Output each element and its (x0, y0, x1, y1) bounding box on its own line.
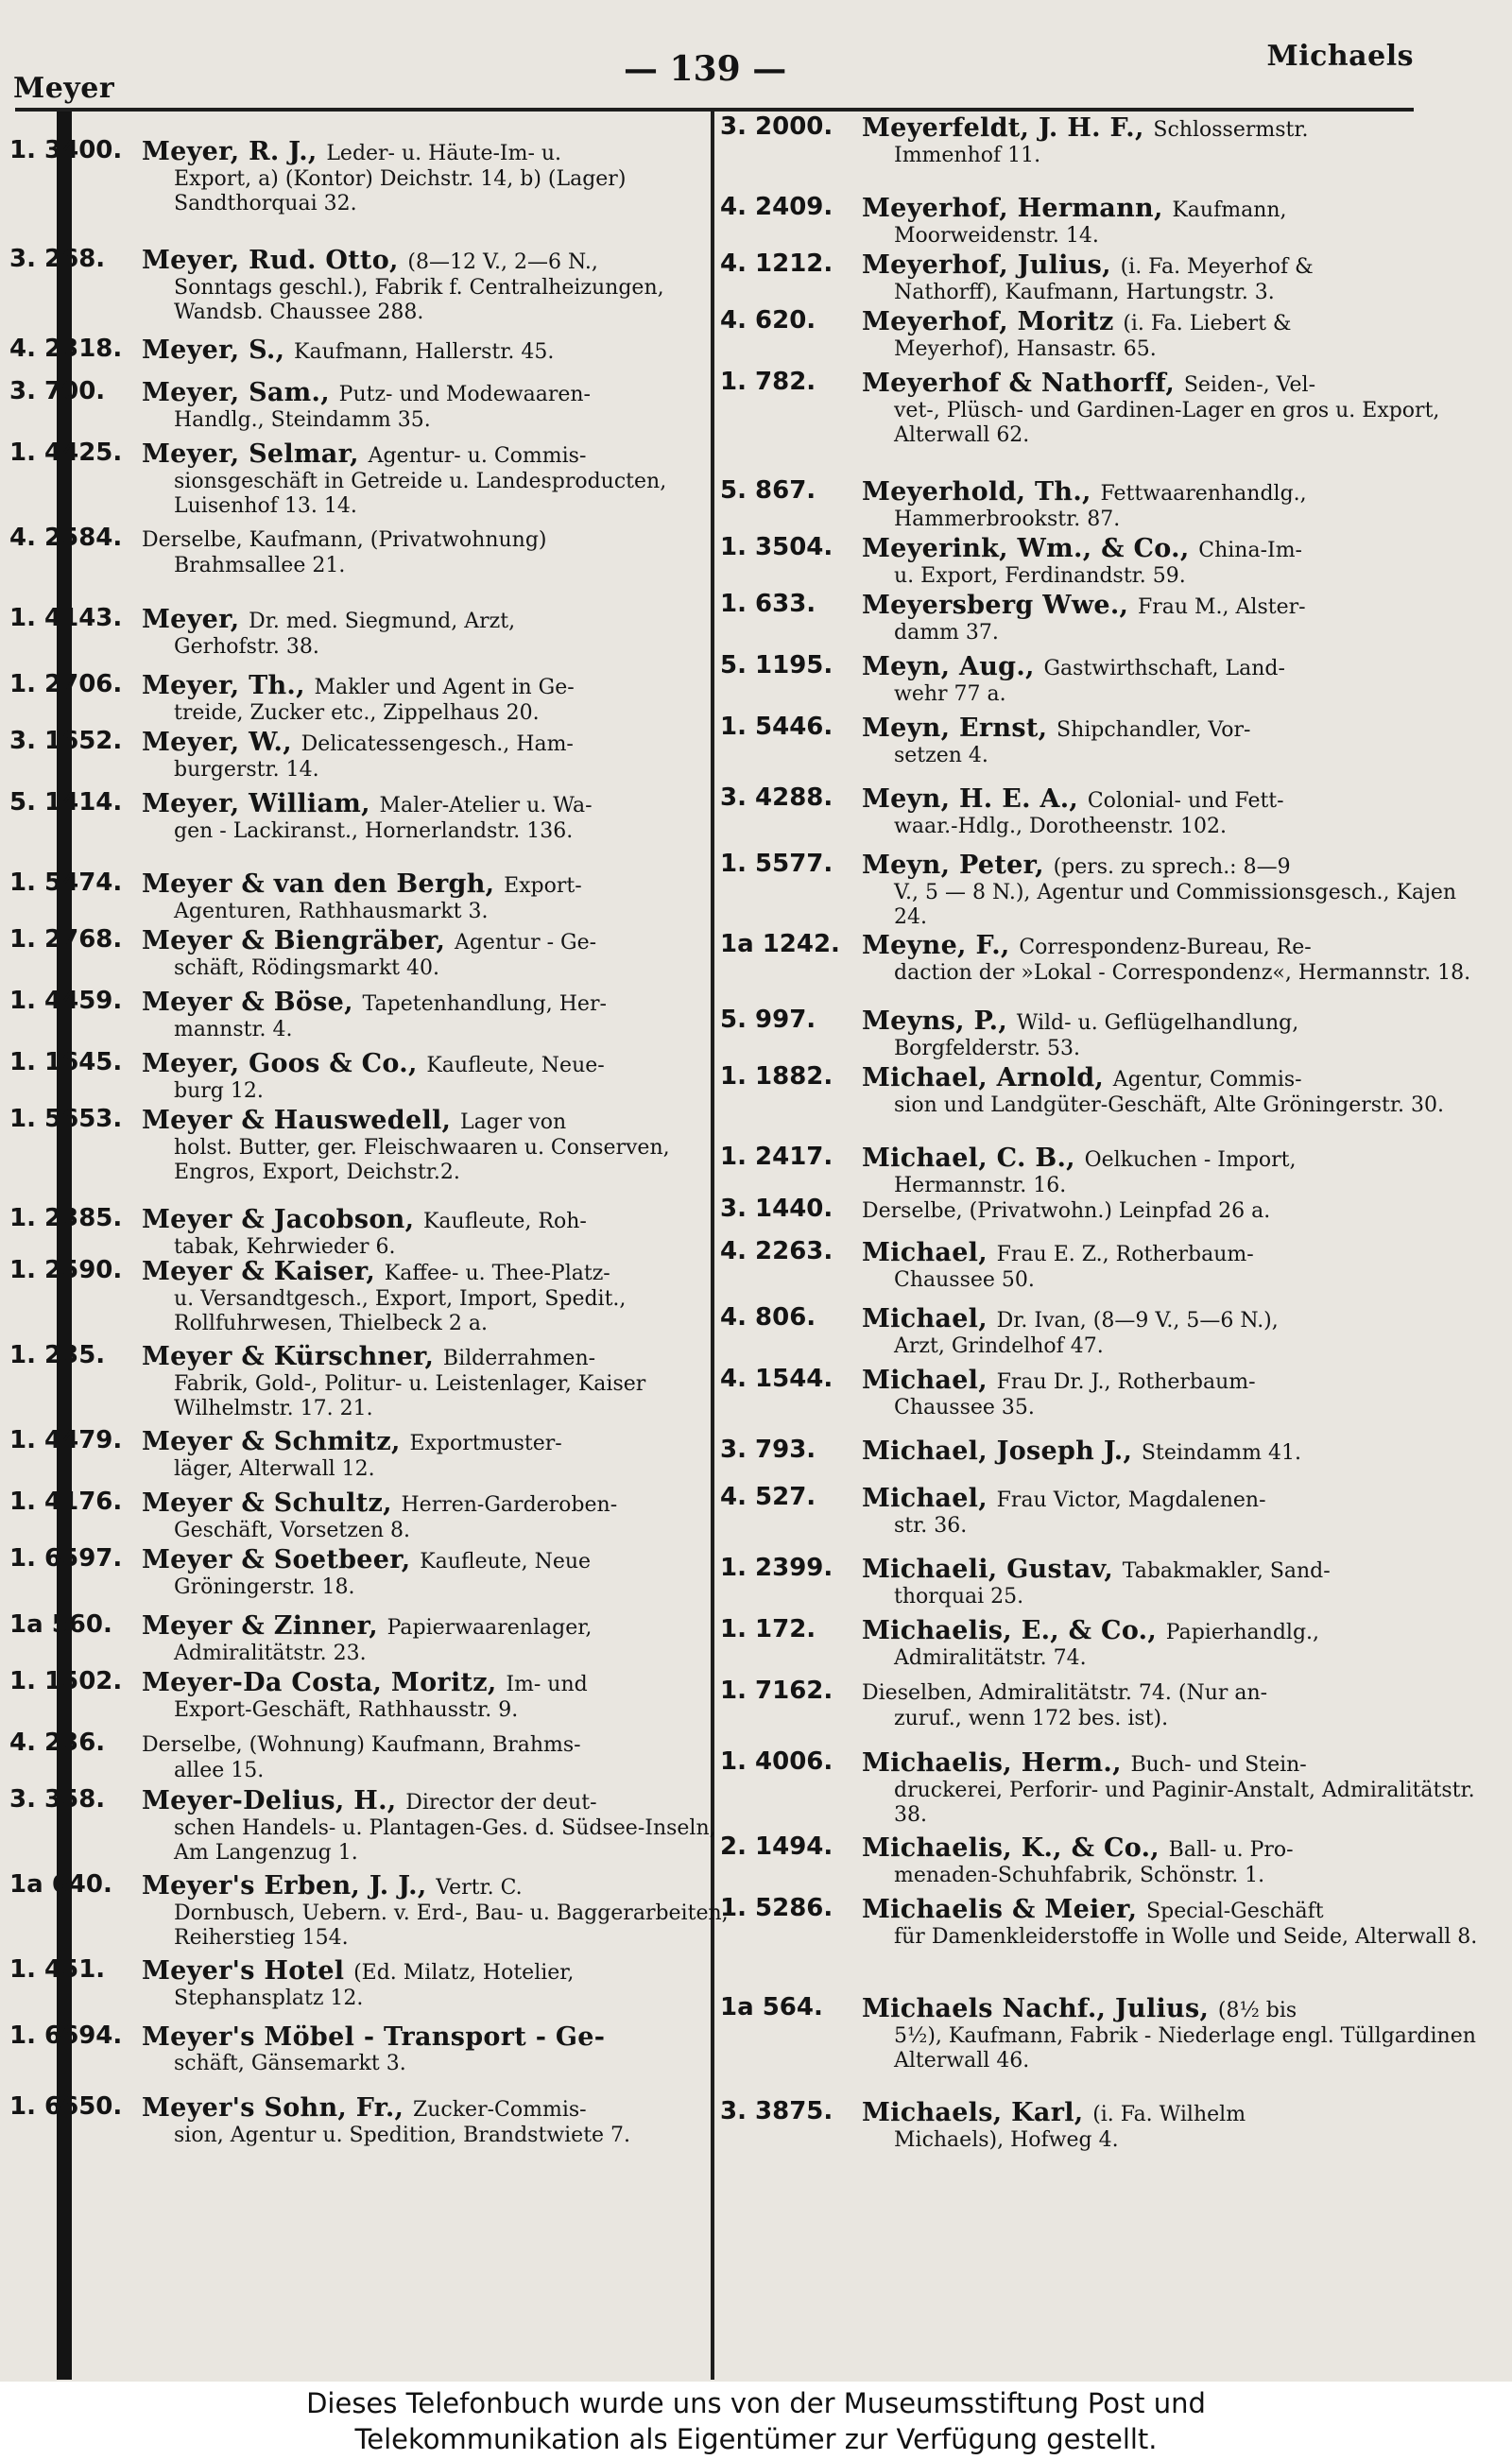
phone-number: 1a 1242. (720, 930, 840, 958)
phone-number: 1a 564. (720, 1993, 823, 2021)
entry-name: Meyer, S., (142, 335, 295, 365)
phone-number: 1. 2417. (720, 1143, 833, 1171)
entry-name: Meyer, Th., (142, 671, 315, 700)
entry-details: Kaufleute, Roh- (422, 1210, 587, 1233)
entry-name: Meyer, Rud. Otto, (142, 246, 408, 275)
entry-continuation: Dornbusch, Uebern. v. Erd-, Bau- u. Baggerarbeiten, Reiherstieg 154. (174, 1901, 729, 1950)
entry-details: Papierwaarenlager, (387, 1616, 593, 1640)
entry-text (862, 593, 1487, 645)
entry-continuation: wehr 77 a. (894, 682, 1006, 706)
entry-text (862, 2100, 1487, 2153)
entry-details: Derselbe, (Privatwohn.) Leinpfad 26 a. (862, 1199, 1271, 1223)
entry-text (142, 607, 741, 660)
entry-details: Vertr. C. (436, 1876, 523, 1900)
entry-name: Meyer, W., (142, 728, 301, 757)
phone-number: 3. 2000. (720, 112, 833, 141)
phone-number: 1. 3504. (720, 533, 833, 561)
entry-text (142, 1958, 741, 2011)
entry-name: Meyerfeldt, J. H. F., (862, 113, 1154, 143)
entry-continuation: Admiralitätstr. 23. (174, 1642, 367, 1665)
entry-continuation: sion, Agentur u. Spedition, Brandstwiete 7. (174, 2124, 631, 2147)
entry-continuation: zuruf., wenn 172 bes. ist). (894, 1707, 1169, 1730)
entry-name: Meyer-Delius, H., (142, 1786, 406, 1815)
phone-number: 1. 451. (9, 1955, 106, 1984)
phone-number: 4. 1544. (720, 1365, 833, 1393)
entry-text (142, 441, 741, 519)
entry-text (862, 115, 1487, 168)
entry-details: Exportmuster- (409, 1432, 562, 1455)
phone-number: 1. 4425. (9, 439, 123, 467)
entry-name: Meyer & Kürschner, (142, 1342, 443, 1371)
entry-details: Oelkuchen - Import, (1084, 1148, 1297, 1172)
entry-details: Dr. med. Siegmund, Arzt, (249, 610, 516, 633)
entry-details: Kaffee- u. Thee-Platz- (384, 1262, 610, 1285)
entry-details: (pers. zu sprech.: 8—9 (1053, 855, 1291, 879)
entry-text (142, 526, 741, 578)
phone-number: 4. 527. (720, 1483, 816, 1511)
entry-continuation: Nathorff), Kaufmann, Hartungstr. 3. (894, 281, 1275, 304)
entry-text (862, 1557, 1487, 1609)
phone-number: 1a 560. (9, 1610, 112, 1639)
phone-number: 1. 2590. (9, 1256, 123, 1284)
entry-name: Michaelis, Herm., (862, 1748, 1131, 1778)
entry-text (862, 786, 1487, 839)
entry-name: Meyer, Goos & Co., (142, 1049, 427, 1078)
entry-text (142, 1051, 741, 1104)
entry-text (142, 1429, 741, 1482)
entry-name: Michael, Arnold, (862, 1063, 1113, 1092)
entry-details: Steindamm 41. (1141, 1441, 1301, 1465)
phone-number: 1. 1502. (9, 1667, 123, 1695)
phone-number: 1. 5474. (9, 869, 123, 897)
phone-number: 3. 700. (9, 377, 106, 405)
entry-details: Derselbe, Kaufmann, (Privatwohnung) (142, 528, 547, 552)
entry-details: Tabakmakler, Sand- (1122, 1559, 1331, 1583)
phone-number: 1. 172. (720, 1615, 816, 1643)
phone-number: 1. 4479. (9, 1426, 123, 1454)
entry-text (862, 1306, 1487, 1359)
entry-continuation: Gerhofstr. 38. (174, 635, 319, 659)
entry-text (862, 479, 1487, 532)
entry-continuation: schäft, Gänsemarkt 3. (174, 2052, 406, 2075)
entry-name: Meyerhof, Hermann, (862, 194, 1173, 223)
entry-text (142, 2024, 741, 2076)
entry-name: Meyer, Selmar, (142, 439, 369, 469)
entry-text (142, 2095, 741, 2148)
entry-name: Michael, (862, 1484, 997, 1513)
phone-number: 1. 235. (9, 1341, 106, 1369)
entry-continuation: Chaussee 50. (894, 1268, 1035, 1292)
phone-number: 5. 867. (720, 476, 816, 505)
entry-text (142, 1108, 741, 1185)
entry-text (862, 1438, 1487, 1467)
entry-text (142, 1259, 741, 1336)
entry-name: Meyer, Sam., (142, 378, 339, 407)
phone-number: 1. 1882. (720, 1062, 833, 1091)
entry-name: Meyer, R. J., (142, 137, 327, 166)
entry-details: China-Im- (1198, 539, 1302, 562)
entry-details: Correspondenz-Bureau, Re- (1019, 936, 1312, 959)
phone-number: 1. 5653. (9, 1105, 123, 1133)
entry-details: Putz- und Modewaaren- (338, 383, 591, 406)
entry-continuation: holst. Butter, ger. Fleischwaaren u. Conserven, Engros, Export, Deichstr.2. (174, 1136, 670, 1184)
phone-number: 1. 633. (720, 590, 816, 618)
entry-details: Lager von (459, 1110, 567, 1134)
entry-text (142, 1207, 741, 1260)
entry-continuation: Gröningerstr. 18. (174, 1575, 355, 1599)
header-rule (15, 108, 1414, 112)
entry-details: Derselbe, (Wohnung) Kaufmann, Brahms- (142, 1733, 581, 1757)
entry-text (142, 337, 741, 366)
entry-details: Agentur- u. Commis- (368, 444, 587, 468)
entry-details: Maler-Atelier u. Wa- (379, 794, 593, 817)
entry-text (142, 1873, 741, 1951)
entry-name: Michael, Joseph J., (862, 1436, 1142, 1466)
entry-continuation: Borgfelderstr. 53. (894, 1037, 1081, 1060)
entry-text (862, 654, 1487, 707)
phone-number: 1. 6650. (9, 2092, 123, 2121)
entry-continuation: Stephansplatz 12. (174, 1987, 364, 2010)
entry-text (142, 1547, 741, 1600)
entry-details: Kaufleute, Neue (420, 1550, 592, 1574)
phone-number: 5. 997. (720, 1006, 816, 1034)
entry-details: Fettwaarenhandlg., (1100, 482, 1307, 506)
phone-number: 3. 358. (9, 1785, 106, 1814)
entry-details: Buch- und Stein- (1130, 1753, 1307, 1777)
phone-number: 4. 2318. (9, 335, 123, 363)
entry-text (142, 871, 741, 924)
entry-continuation: burgerstr. 14. (174, 758, 319, 782)
phone-number: 4. 236. (9, 1729, 106, 1757)
entry-name: Michael, (862, 1238, 997, 1267)
entry-name: Meyn, Ernst, (862, 714, 1057, 743)
entry-name: Meyer-Da Costa, Moritz, (142, 1668, 507, 1697)
entry-continuation: Moorweidenstr. 14. (894, 224, 1099, 248)
entry-details: Dr. Ivan, (8—9 V., 5—6 N.), (996, 1309, 1279, 1333)
entry-name: Meyerhof & Nathorff, (862, 369, 1184, 398)
entry-details: (i. Fa. Liebert & (1123, 312, 1292, 335)
entry-continuation: Agenturen, Rathhausmarkt 3. (174, 900, 489, 923)
entry-name: Meyer & Kaiser, (142, 1257, 385, 1286)
entry-continuation: schen Handels- u. Plantagen-Ges. d. Südsee-Inseln, Am Langenzug 1. (174, 1816, 716, 1865)
entry-text (142, 730, 741, 783)
entry-text (862, 196, 1487, 249)
entry-details: Export- (504, 874, 582, 898)
entry-continuation: Hammerbrookstr. 87. (894, 507, 1121, 531)
entry-continuation: menaden-Schuhfabrik, Schönstr. 1. (894, 1864, 1265, 1887)
entry-name: Meyer, William, (142, 789, 380, 818)
phone-number: 4. 2263. (720, 1237, 833, 1265)
entry-name: Meyer & Zinner, (142, 1611, 387, 1641)
entry-details: Director der deut- (405, 1791, 597, 1815)
entry-details: (i. Fa. Meyerhof & (1120, 255, 1314, 279)
entry-details: Herren-Garderoben- (401, 1493, 618, 1517)
entry-text (142, 380, 741, 433)
entry-details: Leder- u. Häute-Im- u. (326, 142, 562, 165)
entry-continuation: Sonntags geschl.), Fabrik f. Centralheizungen, Wandsb. Chaussee 288. (174, 276, 664, 324)
entry-details: Zucker-Commis- (412, 2098, 587, 2122)
entry-text (142, 1670, 741, 1723)
phone-number: 5. 1195. (720, 651, 833, 680)
phone-number: 1. 5577. (720, 850, 833, 878)
phone-number: 1. 6694. (9, 2021, 123, 2050)
entry-name: Meyer's Möbel - Transport - Ge- (142, 2022, 606, 2052)
entry-continuation: mannstr. 4. (174, 1018, 293, 1041)
entry-continuation: Geschäft, Vorsetzen 8. (174, 1519, 411, 1542)
entry-continuation: Chaussee 35. (894, 1396, 1035, 1419)
phone-number: 1. 4176. (9, 1488, 123, 1516)
entry-details: Frau M., Alster- (1137, 595, 1306, 619)
entry-continuation: sion und Landgüter-Geschäft, Alte Gröningerstr. 30. (894, 1093, 1444, 1117)
entry-continuation: schäft, Rödingsmarkt 40. (174, 956, 439, 980)
entry-continuation: treide, Zucker etc., Zippelhaus 20. (174, 701, 540, 725)
entry-continuation: tabak, Kehrwieder 6. (174, 1235, 396, 1259)
entry-continuation: Arzt, Grindelhof 47. (894, 1334, 1104, 1358)
entry-text (862, 852, 1487, 930)
entry-name: Meyer & van den Bergh, (142, 869, 505, 899)
entry-continuation: läger, Alterwall 12. (174, 1457, 375, 1481)
entry-details: Special-Geschäft (1146, 1900, 1324, 1923)
entry-continuation: str. 36. (894, 1514, 968, 1538)
phone-number: 1. 3400. (9, 136, 123, 164)
phone-number: 1. 7162. (720, 1677, 833, 1705)
entry-text (142, 1788, 741, 1866)
entry-name: Meyerhof, Julius, (862, 250, 1121, 280)
entry-continuation: V., 5 — 8 N.), Agentur und Commissionsgesch., Kajen 24. (894, 881, 1457, 929)
entry-details: Gastwirthschaft, Land- (1043, 657, 1285, 680)
header-right-keyword: Michaels (1266, 40, 1414, 73)
entry-name: Meyne, F., (862, 931, 1020, 960)
entry-name: Michaeli, Gustav, (862, 1555, 1123, 1584)
entry-continuation: Handlg., Steindamm 35. (174, 408, 431, 432)
entry-name: Meyer & Schultz, (142, 1488, 402, 1518)
phone-number: 5. 1414. (9, 788, 123, 817)
entry-continuation: Immenhof 11. (894, 144, 1041, 167)
entry-details: (i. Fa. Wilhelm (1092, 2103, 1246, 2126)
entry-name: Meyerhof, Moritz (862, 307, 1124, 336)
entry-text (862, 933, 1487, 986)
entry-details: Makler und Agent in Ge- (314, 676, 575, 699)
entry-name: Michaelis, E., & Co., (862, 1616, 1166, 1645)
entry-name: Meyer, (142, 605, 249, 634)
entry-continuation: damm 37. (894, 621, 999, 645)
entry-name: Meyer & Schmitz, (142, 1427, 410, 1456)
entry-details: Frau Victor, Magdalenen- (996, 1488, 1266, 1512)
phone-number: 1. 4006. (720, 1747, 833, 1776)
entry-text (142, 1490, 741, 1543)
entry-details: Agentur, Commis- (1112, 1068, 1302, 1092)
entry-text (142, 1344, 741, 1421)
entry-text (142, 1731, 741, 1783)
phone-number: 3. 3875. (720, 2097, 833, 2125)
phone-number: 1. 4143. (9, 604, 123, 632)
phone-number: 1. 2768. (9, 925, 123, 954)
phone-number: 1. 1645. (9, 1048, 123, 1076)
entry-details: (8½ bis (1217, 1999, 1297, 2022)
entry-text (862, 1368, 1487, 1420)
entry-details: Dieselben, Admiralitätstr. 74. (Nur an- (862, 1681, 1268, 1705)
footer-line-2: Telekommunikation als Eigentümer zur Verfügung gestellt. (354, 2423, 1158, 2455)
entry-details: Seiden-, Vel- (1183, 373, 1316, 397)
entry-name: Meyn, Peter, (862, 851, 1054, 880)
entry-text (142, 791, 741, 844)
entry-text (862, 1618, 1487, 1671)
entry-text (142, 1613, 741, 1666)
entry-details: Frau E. Z., Rotherbaum- (996, 1243, 1254, 1266)
entry-name: Meyn, Aug., (862, 652, 1044, 681)
entry-continuation: Hermannstr. 16. (894, 1174, 1067, 1197)
footer-line-1: Dieses Telefonbuch wurde uns von der Museumsstiftung Post und (306, 2387, 1206, 2419)
phone-number: 1. 6597. (9, 1544, 123, 1573)
phone-number: 3. 268. (9, 245, 106, 273)
entry-name: Michaelis, K., & Co., (862, 1833, 1169, 1863)
entry-continuation: burg 12. (174, 1079, 264, 1103)
entry-text (862, 536, 1487, 589)
entry-continuation: Fabrik, Gold-, Politur- u. Leistenlager, Kaiser Wilhelmstr. 17. 21. (174, 1372, 646, 1420)
entry-text (862, 1486, 1487, 1539)
entry-details: Ball- u. Pro- (1168, 1838, 1294, 1862)
entry-text (862, 1145, 1487, 1198)
entry-details: Kaufmann, (1172, 198, 1287, 222)
entry-name: Meyn, H. E. A., (862, 784, 1088, 814)
phone-number: 3. 793. (720, 1436, 816, 1464)
entry-name: Michaelis & Meier, (862, 1895, 1147, 1924)
entry-continuation: 5½), Kaufmann, Fabrik - Niederlage engl. Tüllgardinen Alterwall 46. (894, 2024, 1476, 2073)
entry-text (862, 1835, 1487, 1888)
entry-continuation: Export, a) (Kontor) Deichstr. 14, b) (Lager) Sandthorquai 32. (174, 167, 627, 215)
phone-number: 2. 1494. (720, 1832, 833, 1861)
entry-continuation: sionsgeschäft in Getreide u. Landesproducten, Luisenhof 13. 14. (174, 470, 667, 518)
entry-text (142, 989, 741, 1042)
entry-text (862, 1897, 1487, 1950)
phone-number: 3. 1440. (720, 1195, 833, 1223)
phone-number: 1. 5286. (720, 1894, 833, 1922)
entry-details: Frau Dr. J., Rotherbaum- (996, 1370, 1256, 1394)
entry-continuation: Brahmsallee 21. (174, 554, 346, 577)
entry-text (862, 1240, 1487, 1293)
entry-name: Meyerhold, Th., (862, 477, 1101, 507)
phone-number: 1. 4459. (9, 987, 123, 1015)
entry-continuation: u. Export, Ferdinandstr. 59. (894, 564, 1186, 588)
entry-details: Bilderrahmen- (442, 1347, 596, 1370)
phone-number: 1. 5446. (720, 713, 833, 741)
entry-text (862, 252, 1487, 305)
entry-name: Michaels Nachf., Julius, (862, 1994, 1218, 2023)
entry-name: Michael, C. B., (862, 1144, 1085, 1173)
entry-continuation: gen - Lackiranst., Hornerlandstr. 136. (174, 819, 574, 843)
entry-name: Meyer's Sohn, Fr., (142, 2093, 413, 2123)
footer-notice (0, 2382, 1512, 2460)
entry-details: Papierhandlg., (1165, 1621, 1320, 1644)
entry-details: Schlossermstr. (1153, 118, 1309, 142)
page-number: — 139 — (624, 49, 787, 89)
entry-details: (8—12 V., 2—6 N., (407, 250, 598, 274)
entry-details: Agentur - Ge- (454, 931, 597, 955)
phone-number: 3. 1652. (9, 727, 123, 755)
entry-name: Meyer & Soetbeer, (142, 1545, 421, 1574)
entry-text (142, 928, 741, 981)
entry-name: Meyns, P., (862, 1006, 1017, 1036)
entry-name: Meyersberg Wwe., (862, 591, 1138, 620)
entry-details: Colonial- und Fett- (1087, 789, 1284, 813)
entry-text (862, 370, 1487, 448)
entry-details: (Ed. Milatz, Hotelier, (353, 1961, 575, 1985)
entry-details: Shipchandler, Vor- (1057, 718, 1251, 742)
phone-number: 4. 2584. (9, 524, 123, 552)
entry-name: Meyer & Böse, (142, 988, 363, 1017)
entry-name: Meyer's Erben, J. J., (142, 1871, 437, 1901)
phone-number: 4. 2409. (720, 193, 833, 221)
phone-number: 1. 782. (720, 368, 816, 396)
entry-text (862, 1008, 1487, 1061)
entry-name: Meyer's Hotel (142, 1956, 354, 1986)
entry-continuation: thorquai 25. (894, 1585, 1024, 1608)
phone-number: 3. 4288. (720, 783, 833, 812)
entry-text (862, 715, 1487, 768)
entry-continuation: allee 15. (174, 1759, 265, 1782)
entry-text (142, 139, 741, 216)
entry-name: Michael, (862, 1304, 997, 1333)
entry-text (862, 1750, 1487, 1828)
entry-name: Michael, (862, 1366, 997, 1395)
entry-details: Tapetenhandlung, Her- (362, 992, 607, 1016)
phone-number: 1. 2706. (9, 670, 123, 698)
entry-details: Kaufmann, Hallerstr. 45. (294, 340, 555, 364)
entry-continuation: Meyerhof), Hansastr. 65. (894, 337, 1157, 361)
entry-name: Meyer & Jacobson, (142, 1205, 423, 1234)
entry-details: Im- und (506, 1673, 588, 1696)
entry-continuation: druckerei, Perforir- und Paginir-Anstalt, Admiralitätstr. 38. (894, 1779, 1475, 1827)
phone-number: 1a 640. (9, 1870, 112, 1899)
entry-details: Wild- u. Geflügelhandlung, (1016, 1011, 1299, 1035)
phone-number: 4. 620. (720, 306, 816, 335)
entry-name: Michaels, Karl, (862, 2098, 1093, 2127)
entry-text (862, 309, 1487, 362)
entry-continuation: setzen 4. (894, 744, 988, 767)
entry-name: Meyer & Hauswedell, (142, 1106, 460, 1135)
entry-continuation: vet-, Plüsch- und Gardinen-Lager en gros u. Export, Alterwall 62. (894, 399, 1440, 447)
entry-text (862, 1679, 1487, 1731)
phone-number: 1. 2399. (720, 1554, 833, 1582)
entry-continuation: u. Versandtgesch., Export, Import, Spedit., Rollfuhrwesen, Thielbeck 2 a. (174, 1287, 627, 1335)
entry-details: Delicatessengesch., Ham- (301, 732, 574, 756)
header-left-keyword: Meyer (13, 72, 115, 105)
entry-text (142, 248, 741, 325)
entry-continuation: waar.-Hdlg., Dorotheenstr. 102. (894, 815, 1228, 838)
entry-continuation: für Damenkleiderstoffe in Wolle und Seide, Alterwall 8. (894, 1925, 1478, 1949)
entry-name: Meyerink, Wm., & Co., (862, 534, 1199, 563)
entry-continuation: Export-Geschäft, Rathhausstr. 9. (174, 1698, 519, 1722)
phone-number: 1. 2385. (9, 1204, 123, 1232)
entry-details: Kaufleute, Neue- (426, 1054, 605, 1077)
entry-text (142, 673, 741, 726)
entry-continuation: daction der »Lokal - Correspondenz«, Hermannstr. 18. (894, 961, 1471, 985)
phone-number: 4. 806. (720, 1303, 816, 1332)
entry-text (862, 1065, 1487, 1118)
entry-continuation: Michaels), Hofweg 4. (894, 2128, 1119, 2152)
entry-name: Meyer & Biengräber, (142, 926, 455, 955)
entry-continuation: Admiralitätstr. 74. (894, 1646, 1087, 1670)
phone-number: 4. 1212. (720, 249, 833, 278)
entry-text (862, 1197, 1487, 1225)
entry-text (862, 1996, 1487, 2073)
